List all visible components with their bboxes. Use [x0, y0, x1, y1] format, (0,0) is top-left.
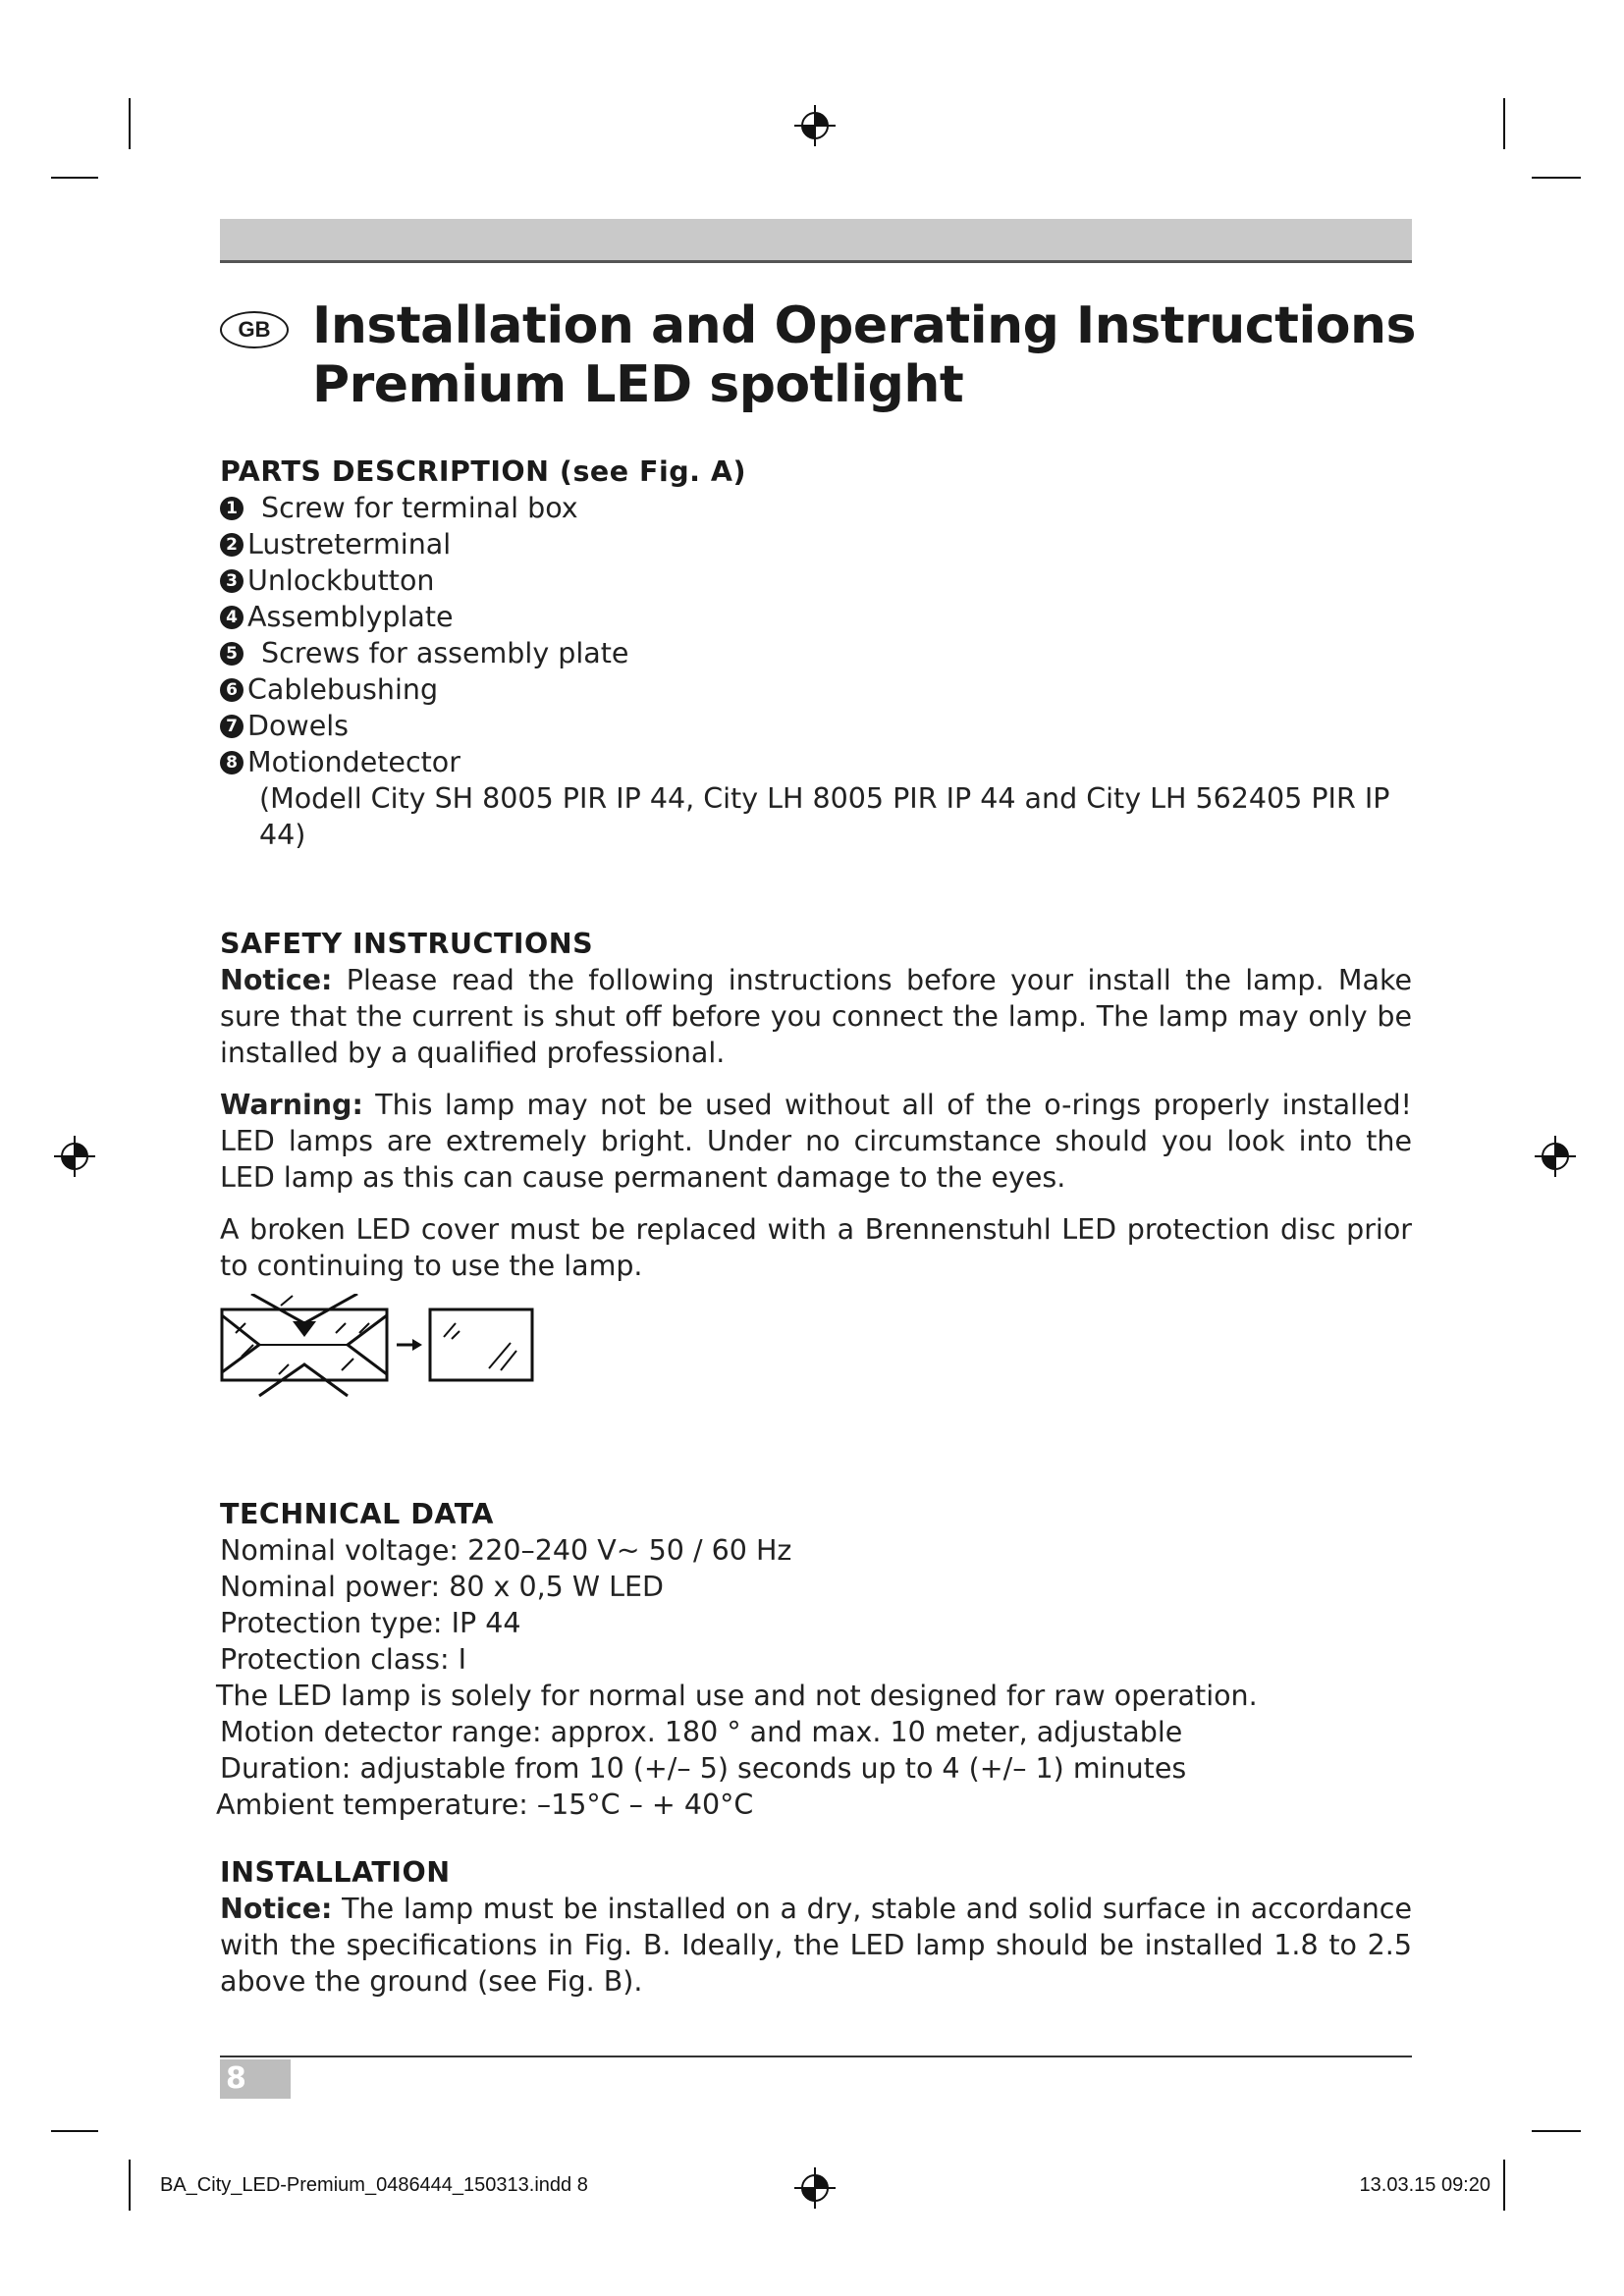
number-bullet-icon: 4	[220, 606, 244, 629]
cover-replacement-figure	[220, 1294, 1412, 1414]
installation-notice	[220, 1891, 1412, 2000]
list-item	[220, 526, 1412, 562]
spec-line: Ambient temperature: –15°C – + 40°C	[216, 1789, 754, 1821]
notice-label: Notice:	[220, 1893, 333, 1925]
spec-line: Motion detector range: approx. 180 ° and max. 10 meter, adjustable	[220, 1716, 1183, 1748]
language-badge: GB	[220, 311, 289, 348]
part-label: Lustreterminal	[247, 528, 452, 561]
spec-line: Protection type: IP 44	[220, 1607, 521, 1639]
installation-heading: INSTALLATION	[220, 1856, 451, 1889]
list-item	[220, 599, 1412, 635]
warning-label: Warning:	[220, 1089, 363, 1121]
number-bullet-icon: 7	[220, 715, 244, 738]
registration-mark-icon	[794, 2167, 836, 2209]
header-bar	[220, 219, 1412, 263]
part-label: Screw for terminal box	[261, 492, 578, 524]
registration-mark-icon	[54, 1136, 95, 1177]
notice-text: Please read the following instructions before your install the lamp. Make sure that the current is shut off before you connect the lamp. The lamp may only be installed by a qualified professional.	[220, 964, 1412, 1069]
parts-model-note: (Modell City SH 8005 PIR IP 44, City LH 8005 PIR IP 44 and City LH 562405 PIR IP 44)	[259, 782, 1390, 851]
number-bullet-icon: 3	[220, 569, 244, 593]
parts-list	[220, 490, 1412, 780]
crop-mark-top-left-h	[51, 177, 98, 179]
number-bullet-icon: 8	[220, 751, 244, 774]
crop-mark-bottom-left	[129, 2160, 131, 2211]
crop-mark-bottom-left-h	[51, 2130, 98, 2132]
list-item	[220, 635, 1412, 671]
number-bullet-icon: 6	[220, 678, 244, 702]
registration-mark-icon	[794, 105, 836, 146]
slug-timestamp: 13.03.15 09:20	[1359, 2174, 1490, 2196]
part-label: Dowels	[247, 710, 349, 742]
footer-rule	[220, 2056, 1412, 2057]
number-bullet-icon: 2	[220, 533, 244, 557]
part-label: Unlockbutton	[247, 564, 435, 597]
part-label: Assemblyplate	[247, 601, 454, 633]
list-item	[220, 562, 1412, 599]
page-number: 8	[220, 2059, 291, 2099]
part-label: Motiondetector	[247, 746, 460, 778]
safety-warning	[220, 1087, 1412, 1196]
notice-text: The lamp must be installed on a dry, stable and solid surface in accordance with the specifications in Fig. B. Ideally, the LED lamp should be installed 1.8 to 2.5 above the ground (see Fig. B).	[220, 1893, 1412, 1998]
crop-mark-top-right-h	[1532, 177, 1581, 179]
technical-heading: TECHNICAL DATA	[220, 1498, 494, 1530]
main-content	[216, 454, 1412, 2000]
slug-filename: BA_City_LED-Premium_0486444_150313.indd 8	[160, 2174, 588, 2196]
cover-replacement-text: A broken LED cover must be replaced with a Brennenstuhl LED protection disc prior to continuing to use the lamp.	[220, 1213, 1412, 1282]
part-label: Screws for assembly plate	[261, 637, 629, 669]
spec-line: Duration: adjustable from 10 (+/– 5) seconds up to 4 (+/– 1) minutes	[220, 1752, 1187, 1785]
crop-mark-top-right	[1503, 98, 1505, 149]
number-bullet-icon: 1	[220, 497, 244, 520]
number-bullet-icon: 5	[220, 642, 244, 666]
title-line-2: Premium LED spotlight	[312, 355, 964, 414]
crop-mark-top-left	[129, 98, 131, 149]
spec-line: The LED lamp is solely for normal use and not designed for raw operation.	[216, 1680, 1258, 1712]
crop-mark-bottom-right-h	[1532, 2130, 1581, 2132]
notice-label: Notice:	[220, 964, 333, 996]
spec-line: Protection class: I	[220, 1643, 467, 1676]
part-label: Cablebushing	[247, 673, 439, 706]
list-item	[220, 490, 1412, 526]
spec-line: Nominal voltage: 220–240 V~ 50 / 60 Hz	[220, 1534, 792, 1567]
list-item	[220, 708, 1412, 744]
crop-mark-bottom-right	[1503, 2160, 1505, 2211]
list-item	[220, 744, 1412, 780]
safety-notice	[220, 962, 1412, 1071]
broken-cover-to-new-cover-icon	[220, 1294, 534, 1414]
parts-heading: PARTS DESCRIPTION (see Fig. A)	[220, 455, 746, 488]
warning-text: This lamp may not be used without all of the o-rings properly installed! LED lamps are extremely bright. Under no circumstance should you look into the LED lamp as this can cause permanent damage to the eyes.	[220, 1089, 1412, 1194]
registration-mark-icon	[1535, 1136, 1576, 1177]
page-title	[312, 296, 1416, 414]
list-item	[220, 671, 1412, 708]
title-line-1: Installation and Operating Instructions	[312, 296, 1416, 355]
spec-line: Nominal power: 80 x 0,5 W LED	[220, 1571, 664, 1603]
safety-heading: SAFETY INSTRUCTIONS	[220, 928, 594, 960]
